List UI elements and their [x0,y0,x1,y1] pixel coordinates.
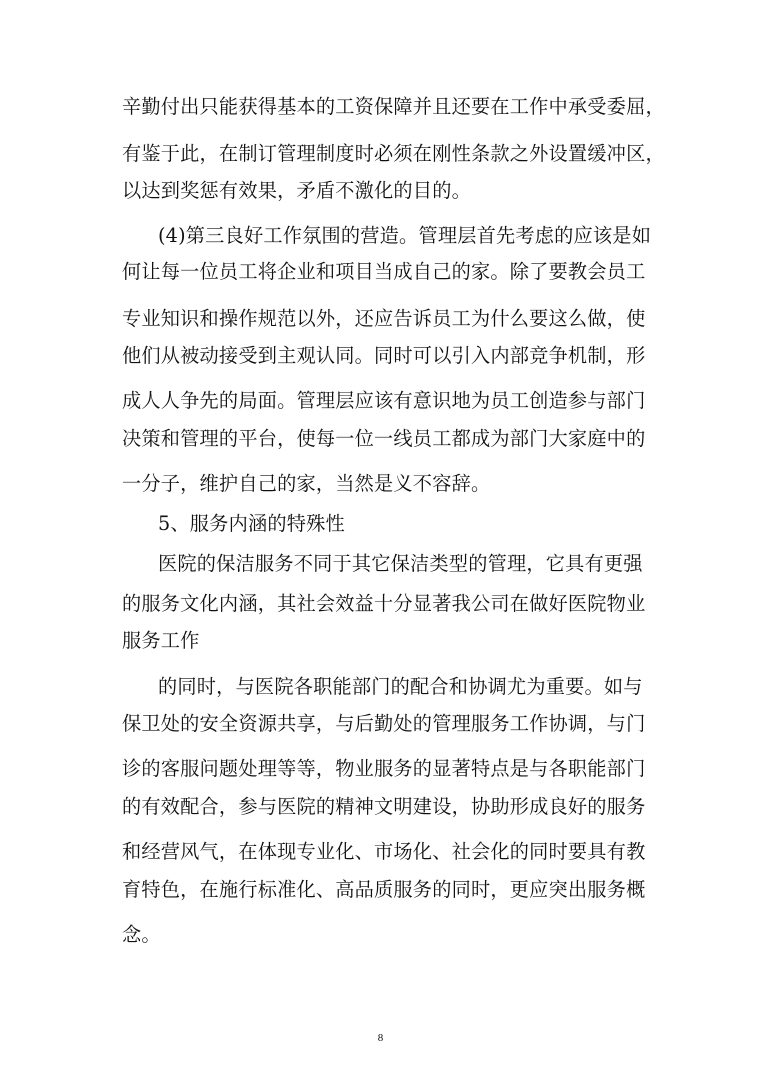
paragraph-line: 决策和管理的平台，使每一位一线员工都成为部门大家庭中的 [122,427,646,450]
paragraph-line: 的服务文化内涵，其社会效益十分显著我公司在做好医院物业 [122,592,646,615]
paragraph-line: 有鉴于此，在制订管理制度时必须在刚性条款之外设置缓冲区， [122,142,665,165]
section-heading: 5、服务内涵的特殊性 [158,512,345,535]
paragraph-line: 保卫处的安全资源共享，与后勤处的管理服务工作协调，与门 [122,712,646,735]
paragraph-line: 以达到奖惩有效果，矛盾不激化的目的。 [122,179,471,202]
paragraph-line: 育特色，在施行标准化、高品质服务的同时，更应突出服务概 [122,878,646,901]
paragraph-line: 何让每一位员工将企业和项目当成自己的家。除了要教会员工 [122,260,646,283]
paragraph-line: 成人人争先的局面。管理层应该有意识地为员工创造参与部门 [122,389,646,412]
page-number: 8 [377,1032,384,1044]
paragraph-line: 一分子，维护自己的家，当然是义不容辞。 [122,472,491,495]
paragraph-line: 的同时，与医院各职能部门的配合和协调尤为重要。如与 [158,675,643,698]
paragraph-line: (4)第三良好工作氛围的营造。管理层首先考虑的应该是如 [158,224,652,247]
paragraph-line: 的有效配合，参与医院的精神文明建设，协助形成良好的服务 [122,795,646,818]
paragraph-line: 诊的客服问题处理等等，物业服务的显著特点是与各职能部门 [122,757,646,780]
paragraph-line: 专业知识和操作规范以外，还应告诉员工为什么要这么做，使 [122,307,646,330]
paragraph-line: 念。 [122,923,161,946]
paragraph-line: 辛勤付出只能获得基本的工资保障并且还要在工作中承受委屈， [122,95,665,118]
paragraph-line: 他们从被动接受到主观认同。同时可以引入内部竞争机制，形 [122,344,646,367]
paragraph-line: 医院的保洁服务不同于其它保洁类型的管理，它具有更强 [158,552,643,575]
paragraph-line: 服务工作 [122,629,200,652]
paragraph-line: 和经营风气，在体现专业化、市场化、社会化的同时要具有教 [122,840,646,863]
